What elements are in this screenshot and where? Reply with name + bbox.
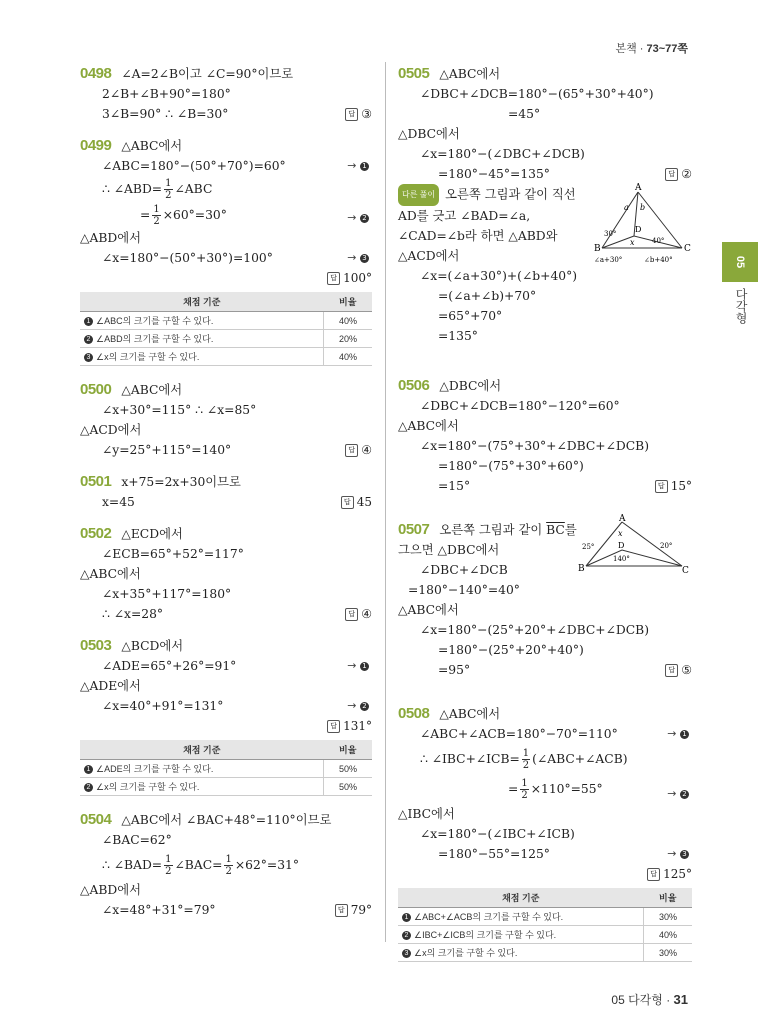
fraction: $\frac{1}{2}$ bbox=[153, 204, 160, 227]
problem-number: 0500 bbox=[80, 381, 112, 398]
svg-text:30°: 30° bbox=[604, 230, 617, 238]
answer-icon: 답 bbox=[655, 480, 668, 493]
page-number: 31 bbox=[673, 992, 688, 1007]
scoring-table: 채점 기준 비율 1 ∠ABC+∠ACB의 크기를 구할 수 있다. 30% 2 ∠IBC+∠ICB의 크기를 구할 수 있다. 40% 3 ∠x의 크기를 구할 수 있다. 30% bbox=[398, 888, 692, 962]
svg-text:D: D bbox=[635, 225, 642, 234]
problem-0498: 0498 ∠A=2∠B이고 ∠C=90°이므로 2∠B+∠B+90°=180° 3∠B=90° ∴ ∠B=30° 답 ③ bbox=[80, 64, 372, 124]
problem-0502: 0502 △ECD에서 ∠ECB=65°+52°=117° △ABC에서 ∠x+35°+117°=180° ∴ ∠x=28° 답 ④ bbox=[80, 524, 372, 624]
page-header: 본책 · 73~77쪽 bbox=[615, 43, 688, 55]
step-mark-3: → 3 bbox=[667, 844, 692, 864]
problem-number: 0505 bbox=[398, 65, 430, 82]
svg-text:x: x bbox=[618, 529, 623, 538]
answer: 답 79° bbox=[335, 900, 372, 920]
problem-0505: 0505 △ABC에서 ∠DBC+∠DCB=180°−(65°+30°+40°) =45° △DBC에서 ∠x=180°−(∠DBC+∠DCB) =180°−45°=135° 답 ② 다른 풀이 오른쪽 그림과 같이 직선 AD를 긋고 ∠BAD=∠a, ∠CAD=∠b라 하면 △ABD와 △ACD에서 ∠x=(∠a+30°)+(∠b+40°) =(∠a+∠b)+70° =65°+70° =135° A B C D a b x 30° 40° ∠a+30° ∠b+40° bbox=[398, 65, 692, 343]
problem-number: 0506 bbox=[398, 377, 430, 394]
problem-0507: 0507 오른쪽 그림과 같이 $\overline{BC}$를 그으면 △DBC에서 ∠DBC+∠DCB =180°−140°=40° △ABC에서 ∠x=180°−(25°+20°+∠DBC+∠DCB) =180°−(25°+20°+40°) =95° 답 ⑤ A B C D x 25° 20° 140° bbox=[398, 520, 692, 680]
answer-icon: 답 bbox=[341, 496, 354, 509]
problem-number: 0507 bbox=[398, 521, 430, 538]
step-mark-2: → 2 bbox=[667, 779, 692, 809]
answer-icon: 답 bbox=[345, 108, 358, 121]
answer: 답 15° bbox=[655, 476, 692, 496]
scoring-table: 채점 기준 비율 1 ∠ABC의 크기를 구할 수 있다. 40% 2 ∠ABD의 크기를 구할 수 있다. 20% 3 ∠x의 크기를 구할 수 있다. 40% bbox=[80, 292, 372, 366]
svg-text:20°: 20° bbox=[660, 542, 673, 550]
answer: 답 ② bbox=[665, 164, 692, 184]
answer: 답 100° bbox=[80, 268, 372, 288]
answer: 답 45 bbox=[341, 492, 372, 512]
problem-number: 0502 bbox=[80, 525, 112, 542]
svg-text:C: C bbox=[684, 244, 691, 254]
problem-0508: 0508 △ABC에서 ∠ABC+∠ACB=180°−70°=110° → 1 ∴ ∠IBC+∠ICB= $\frac{1}{2}$ (∠ABC+∠ACB) = $\frac{1}{2}$ ×110°=55° → 2 △IBC에서 ∠x=180°−(∠IBC+∠ICB) =180°−55°=125° → 3 답 125° 채점 기준 비율 1 ∠ABC+∠ACB의 크기를 구할 수 있다. 30% 2 ∠IBC+∠ICB의 크기를 구할 수 있다. 40% 3 ∠x의 크기를 구할 수 있다. 30% bbox=[398, 704, 692, 962]
problem-0504: 0504 △ABC에서 ∠BAC+48°=110°이므로 ∠BAC=62° ∴ ∠BAD= $\frac{1}{2}$ ∠BAC= $\frac{1}{2}$ ×62°=31° △ABD에서 ∠x=48°+31°=79° 답 79° bbox=[80, 810, 372, 920]
problem-number: 0504 bbox=[80, 811, 112, 828]
problem-0499: 0499 △ABC에서 ∠ABC=180°−(50°+70°)=60° → 1 ∴ ∠ABD= $\frac{1}{2}$ ∠ABC = $\frac{1}{2}$ ×60°=30° → 2 △ABD에서 ∠x=180°−(50°+30°)=100° → 3 답 100° 채점 기준 비율 1 ∠ABC의 크기를 구할 수 있다. 40% 2 ∠ABD의 크기를 구할 수 있다. 20% 3 ∠x의 크기를 구할 수 있다. 40% bbox=[80, 136, 372, 366]
answer: 답 131° bbox=[80, 716, 372, 736]
svg-text:40°: 40° bbox=[652, 237, 665, 245]
answer-icon: 답 bbox=[665, 168, 678, 181]
svg-text:x: x bbox=[630, 238, 635, 247]
page-footer: 05 다각형 · 31 bbox=[611, 992, 688, 1007]
step-mark-2: → 2 bbox=[347, 205, 372, 231]
svg-text:∠a+30°: ∠a+30° bbox=[594, 256, 623, 264]
answer: 답 ⑤ bbox=[665, 660, 692, 680]
problem-number: 0498 bbox=[80, 65, 112, 82]
problem-number: 0499 bbox=[80, 137, 112, 154]
answer-icon: 답 bbox=[335, 904, 348, 917]
svg-text:∠b+40°: ∠b+40° bbox=[644, 256, 673, 264]
step-mark-1: → 1 bbox=[667, 724, 692, 744]
answer-icon: 답 bbox=[345, 444, 358, 457]
triangle-figure-0507 bbox=[578, 516, 688, 574]
answer-icon: 답 bbox=[647, 868, 660, 881]
problem-number: 0501 bbox=[80, 473, 112, 490]
answer: 답 ③ bbox=[345, 104, 372, 124]
svg-text:25°: 25° bbox=[582, 543, 595, 551]
fraction: $\frac{1}{2}$ bbox=[521, 778, 528, 801]
problem-number: 0503 bbox=[80, 637, 112, 654]
answer: 답 ④ bbox=[345, 604, 372, 624]
problem-0503: 0503 △BCD에서 ∠ADE=65°+26°=91° → 1 △ADE에서 ∠x=40°+91°=131° → 2 답 131° 채점 기준 비율 1 ∠ADE의 크기를 구할 수 있다. 50% 2 ∠x의 크기를 구할 수 있다. 50% bbox=[80, 636, 372, 796]
scoring-table: 채점 기준 비율 1 ∠ADE의 크기를 구할 수 있다. 50% 2 ∠x의 크기를 구할 수 있다. 50% bbox=[80, 740, 372, 796]
svg-text:C: C bbox=[682, 566, 689, 576]
problem-number: 0508 bbox=[398, 705, 430, 722]
triangle-figure-0505 bbox=[594, 183, 694, 268]
problem-0501: 0501 x+75=2x+30이므로 x=45 답 45 bbox=[80, 472, 372, 512]
svg-text:B: B bbox=[594, 244, 601, 254]
step-mark-1: → 1 bbox=[347, 656, 372, 676]
fraction: $\frac{1}{2}$ bbox=[165, 178, 172, 201]
chapter-tab-label: 다각형 bbox=[734, 288, 748, 324]
svg-text:A: A bbox=[619, 514, 626, 524]
svg-text:a: a bbox=[624, 203, 629, 212]
fraction: $\frac{1}{2}$ bbox=[165, 854, 172, 877]
svg-text:b: b bbox=[640, 203, 646, 212]
answer-icon: 답 bbox=[345, 608, 358, 621]
left-column bbox=[80, 64, 372, 932]
answer-icon: 답 bbox=[327, 720, 340, 733]
column-divider bbox=[385, 62, 386, 942]
alt-solution-badge: 다른 풀이 bbox=[398, 184, 439, 206]
svg-text:140°: 140° bbox=[613, 555, 630, 563]
svg-text:A: A bbox=[635, 183, 642, 193]
svg-text:B: B bbox=[578, 564, 585, 574]
problem-0506: 0506 △DBC에서 ∠DBC+∠DCB=180°−120°=60° △ABC에서 ∠x=180°−(75°+30°+∠DBC+∠DCB) =180°−(75°+30°+60°) =15° 답 15° bbox=[398, 376, 692, 496]
problem-0500: 0500 △ABC에서 ∠x+30°=115° ∴ ∠x=85° △ACD에서 ∠y=25°+115°=140° 답 ④ bbox=[80, 380, 372, 460]
right-column bbox=[398, 64, 692, 976]
fraction: $\frac{1}{2}$ bbox=[522, 748, 530, 771]
step-mark-3: → 3 bbox=[347, 248, 372, 268]
step-mark-1: → 1 bbox=[347, 156, 372, 176]
chapter-tab[interactable]: 05 bbox=[722, 242, 758, 282]
svg-text:D: D bbox=[618, 541, 625, 550]
fraction: $\frac{1}{2}$ bbox=[225, 854, 232, 877]
answer-icon: 답 bbox=[327, 272, 340, 285]
answer: 답 125° bbox=[398, 864, 692, 884]
answer: 답 ④ bbox=[345, 440, 372, 460]
answer-icon: 답 bbox=[665, 664, 678, 677]
step-mark-2: → 2 bbox=[347, 696, 372, 716]
